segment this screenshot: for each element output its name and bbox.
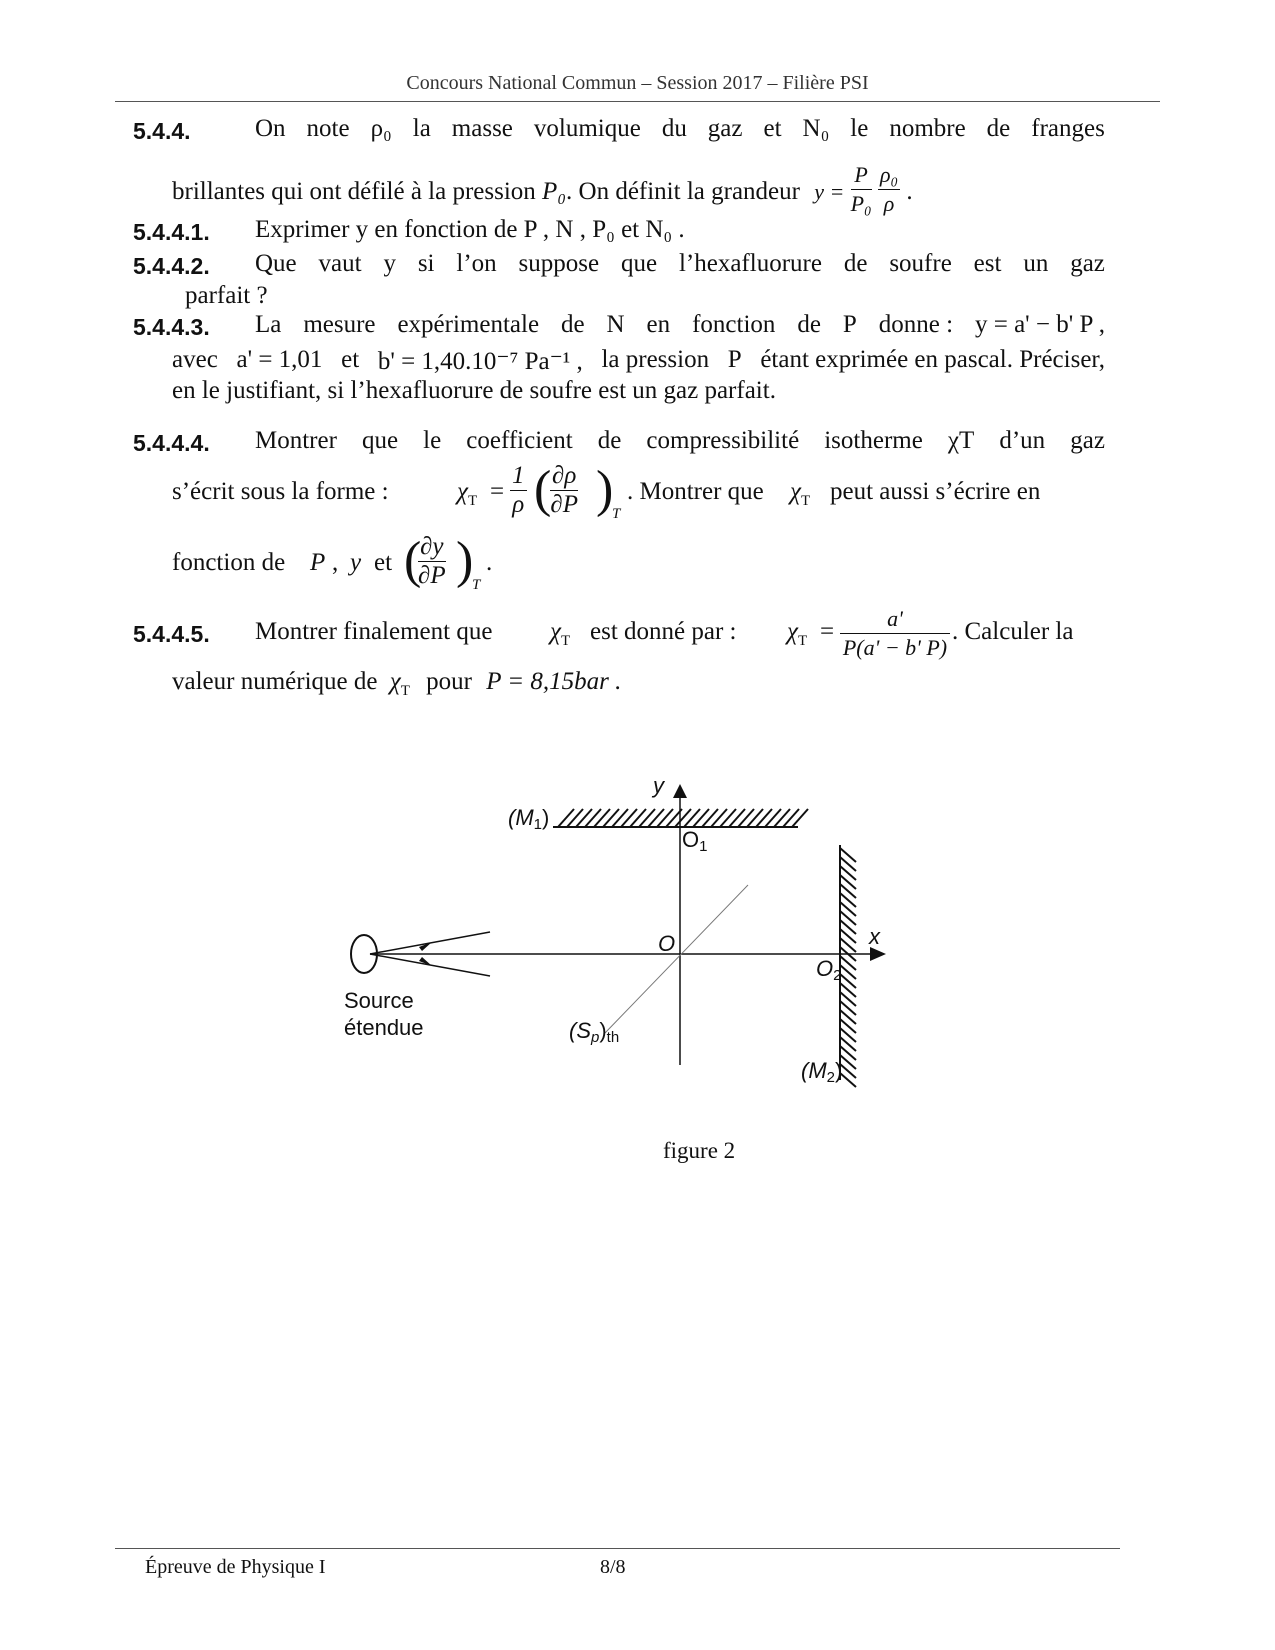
page-header: Concours National Commun – Session 2017 – Filière PSI [406,72,869,94]
q5444-l1-word: χT [947,427,975,454]
label-m1: (M1) [508,805,550,833]
q5444-l1-word: Montrer [255,427,337,454]
label-m2: (M2) [801,1058,843,1086]
q5443-l1-word: y = a' − b' P , [974,311,1105,338]
q544-f2-den: ρ [883,191,895,216]
q544-fraction-1 [851,161,872,218]
q544-l1-word: N₀ [802,115,830,142]
hatch-stroke [702,809,718,827]
q5444-l1-word: de [597,427,622,454]
q5444-chi-2 [790,478,810,510]
question-number-5-4-4-4: 5.4.4.4. [133,430,210,456]
q5444-chi [457,478,477,510]
hatch-stroke [783,809,799,827]
label-x-axis: x [869,924,880,949]
hatch-stroke [765,809,781,827]
q5442-line2: parfait ? [185,282,268,309]
q544-l1-word: de [986,115,1011,142]
q544-f1-num: P [851,161,872,190]
hatch-stroke [639,809,655,827]
chi-symbol: χ [790,478,801,505]
hatch-stroke [747,809,763,827]
label-o: O [658,931,676,956]
hatch-stroke [594,809,610,827]
q544-y-eq: y = [814,179,845,205]
q5444-frac-dy-dp [418,533,446,590]
q544-l1-word: du [661,115,687,142]
chi-subscript: T [561,633,571,649]
chi-subscript: T [801,493,811,509]
frac-dy: ∂y [418,533,446,562]
hatch-stroke [711,809,727,827]
q5443-l1-word: mesure [303,311,376,338]
mirror-m2-hatching [840,848,856,1087]
q544-line1 [255,115,1105,143]
footer-page-number: 8/8 [600,1556,626,1578]
q5444-left-paren-2: ( [404,532,422,589]
q5442-l1-word: l’on [456,250,497,277]
frac-denominator: P(a' − b' P) [842,635,948,660]
q5443-l2-word: avec [172,346,218,373]
q5443-l2-word: b' = 1,40.10⁻⁷ Pa⁻¹ , [377,348,583,375]
label-source-line2: étendue [344,1015,424,1040]
hatch-stroke [603,809,619,827]
frac-rho: ρ [512,491,525,518]
chi-symbol: χ [389,668,401,695]
q5442-l1-word: que [620,250,658,277]
q5443-line2 [172,346,1105,376]
q5444-comma: , [332,549,339,576]
q5445-line1-b: est donné par : [590,618,737,645]
q5442-l1-word: soufre [889,250,952,277]
beam-splitter-plate [605,885,748,1033]
q5444-l1-word: d’un [999,427,1046,454]
question-number-5-4-4-3: 5.4.4.3. [133,314,210,340]
q5443-line3: en le justifiant, si l’hexafluorure de soufre est un gaz parfait. [172,377,776,404]
chi-subscript: T [400,683,410,699]
hatch-stroke [630,809,646,827]
frac-dp-2: ∂P [418,562,446,589]
hatch-stroke [675,809,691,827]
question-number-5-4-4-5: 5.4.4.5. [133,621,210,647]
hatch-stroke [693,809,709,827]
frac-a-prime: a' [840,605,950,634]
label-source-line1: Source [344,988,414,1013]
q5444-line2-b: . Montrer que [627,478,764,505]
q5445-chi [550,618,570,650]
x-axis-arrowhead [870,947,886,961]
q5442-l1-word: gaz [1070,250,1105,277]
q5444-l1-word: coefficient [466,427,573,454]
q544-l1-word: masse [451,115,513,142]
q5444-y: y [350,549,362,576]
q5444-l1-word: que [361,427,399,454]
q544-f1-den: P₀ [850,191,872,216]
q5443-line1 [255,311,1105,339]
q544-l1-word: note [306,115,350,142]
q544-f2-num: ρ₀ [878,161,900,190]
q544-line2 [172,162,913,222]
q5442-l1-word: vaut [318,250,362,277]
footer-exam-title: Épreuve de Physique I [145,1556,326,1578]
question-number-5-4-4-2: 5.4.4.2. [133,253,210,279]
q544-l1-word: gaz [707,115,743,142]
q5445-pressure-value: P = 8,15bar . [486,668,622,695]
label-separator: (Sp)th [569,1018,620,1046]
frac-one: 1 [512,462,525,489]
q5443-l1-word: en [646,311,671,338]
q5444-line2-a: s’écrit sous la forme : [172,478,389,505]
hatch-stroke [738,809,754,827]
q5444-line2-c: peut aussi s’écrire en [830,478,1041,505]
q5444-p: P [310,549,326,576]
michelson-interferometer-figure [340,773,900,1130]
q5444-period: . [486,549,493,576]
q5442-l1-word: de [843,250,868,277]
q5444-right-paren: ) [596,461,614,518]
q5445-line1-a: Montrer finalement que [255,618,493,645]
q5444-l1-word: gaz [1070,427,1105,454]
q5441-text: Exprimer y en fonction de P , N , P₀ et N₀ . [255,216,685,243]
q5444-line1 [255,427,1105,455]
q544-l1-word: volumique [533,115,641,142]
hatch-stroke [720,809,736,827]
hatch-stroke [648,809,664,827]
hatch-stroke [729,809,745,827]
q5445-line1 [255,605,1105,675]
q5443-l1-word: expérimentale [397,311,540,338]
q5445-line2-b: pour [426,668,472,695]
hatch-stroke [558,809,574,827]
hatch-stroke [774,809,790,827]
q5445-chi-3 [389,668,410,699]
q544-l1-word: la [412,115,431,142]
q5444-frac-1-over-rho [510,462,527,519]
label-y-axis: y [653,773,664,798]
hatch-stroke [621,809,637,827]
q5443-l2-word: P [727,346,742,373]
label-o1: O1 [682,827,708,855]
footer-divider [115,1548,1120,1549]
q5443-l1-word: de [560,311,585,338]
q544-line2-text: brillantes qui ont défilé à la pression [172,178,536,206]
y-axis-arrowhead [673,784,687,798]
frac-dp: ∂P [550,491,578,518]
q544-l1-word: et [763,115,782,142]
q5444-et: et [374,549,393,576]
figure-caption: figure 2 [663,1138,736,1163]
header-divider [115,101,1160,102]
q5444-subscript-t-2: T [472,577,481,593]
q5444-line2 [172,462,1105,532]
mirror-m1-hatching [558,809,808,827]
q544-l1-word: ρ₀ [370,115,392,142]
q5443-l1-word: de [797,311,821,338]
hatch-stroke [657,809,673,827]
chi-symbol: χ [457,478,468,505]
q5442-l1-word: si [417,250,435,277]
q5444-line3 [172,533,572,603]
q544-l1-word: On [255,115,286,142]
q5445-line2-a: valeur numérique de [172,668,378,695]
q5442-l1-word: est [973,250,1002,277]
q5442-l1-word: Que [255,250,297,277]
q5442-l1-word: l’hexafluorure [678,250,822,277]
q5443-l1-word: La [255,311,282,338]
hatch-stroke [756,809,772,827]
chi-subscript: T [798,633,808,649]
q5444-l1-word: le [423,427,442,454]
q544-fraction-2 [878,161,900,218]
label-o2: O2 [816,956,842,984]
q5444-frac-drho-dp [550,462,578,519]
q5443-l1-word: P [842,311,857,338]
q5442-line1 [255,250,1105,278]
q5445-fraction [840,605,950,662]
hatch-stroke [792,809,808,827]
q5445-eq: = [820,618,835,645]
chi-subscript: T [468,493,478,509]
q5443-l1-word: donne : [878,311,954,338]
q5445-chi-2 [787,618,807,650]
q5442-l1-word: un [1023,250,1049,277]
q5445-line1-c: . Calculer la [952,618,1074,645]
hatch-stroke [567,809,583,827]
q544-l1-word: le [850,115,869,142]
q5443-l2-word: la pression [601,346,710,373]
q5442-l1-word: suppose [518,250,600,277]
q5443-l1-word: N [606,311,625,338]
q544-period: . [906,178,913,206]
q5443-l2-word: étant exprimée en pascal. Préciser, [760,346,1105,373]
chi-symbol: χ [550,618,561,645]
q5442-l1-word: y [383,250,396,277]
frac-drho: ∂ρ [552,462,577,489]
hatch-stroke [684,809,700,827]
question-number-5-4-4: 5.4.4. [133,118,191,144]
q5444-l1-word: isotherme [824,427,923,454]
q5444-subscript-t: T [612,506,621,522]
q5443-l2-word: a' = 1,01 [236,346,323,373]
q544-l1-word: franges [1031,115,1105,142]
hatch-stroke [585,809,601,827]
q5444-left-paren: ( [534,461,552,518]
hatch-stroke [612,809,628,827]
q5444-right-paren-2: ) [456,532,474,589]
q5443-l2-word: et [341,346,360,373]
q5444-line3-a: fonction de [172,549,286,576]
q5443-l1-word: fonction [692,311,776,338]
q5445-line2 [172,668,621,700]
question-number-5-4-4-1: 5.4.4.1. [133,219,210,245]
q544-l1-word: nombre [889,115,966,142]
q5444-eq: = [490,478,505,505]
chi-symbol: χ [787,618,798,645]
hatch-stroke [576,809,592,827]
q544-line2-mid: . On définit la grandeur [566,178,800,206]
q5444-l1-word: compressibilité [646,427,800,454]
q544-p0: P₀ [542,178,567,206]
